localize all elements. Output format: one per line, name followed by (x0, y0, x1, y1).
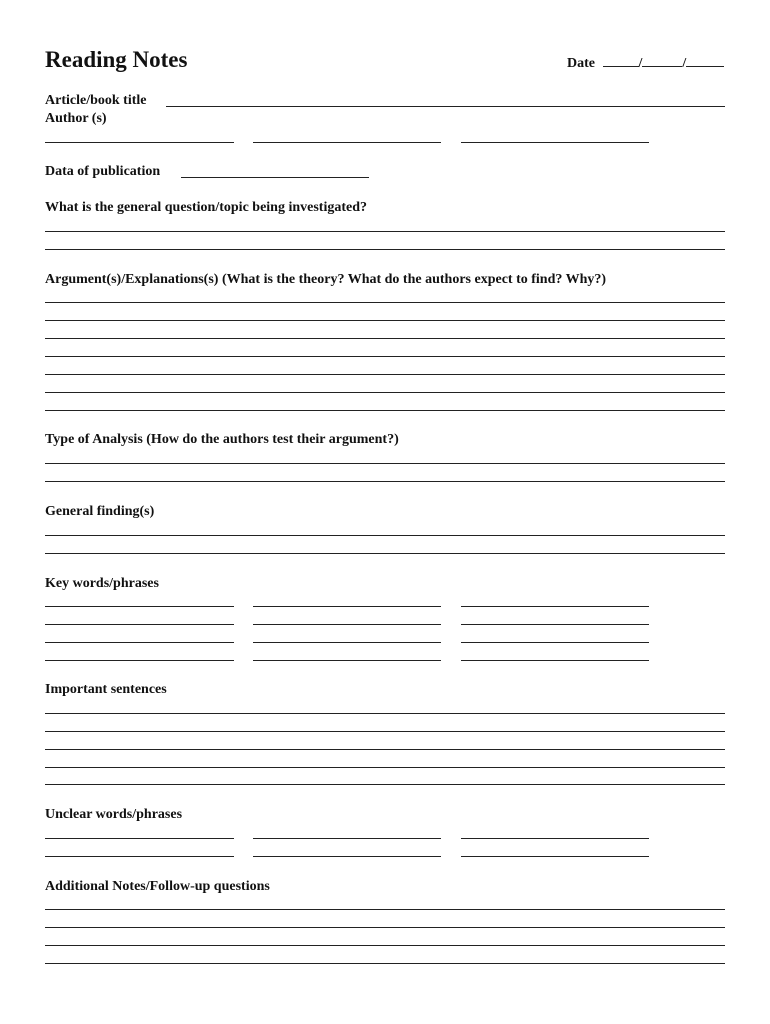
arguments-line-3[interactable] (45, 338, 725, 339)
arguments-line-7[interactable] (45, 410, 725, 411)
date-field[interactable] (567, 54, 724, 72)
key-words-line[interactable] (45, 606, 234, 607)
unclear-words-line[interactable] (45, 838, 234, 839)
important-sentences-heading: Important sentences (45, 682, 167, 697)
date-separator-1: / (638, 56, 643, 71)
key-words-line[interactable] (45, 624, 234, 625)
key-words-heading: Key words/phrases (45, 576, 159, 591)
general-question-line-1[interactable] (45, 231, 725, 232)
key-words-line[interactable] (253, 642, 441, 643)
date-label: Date (567, 56, 595, 71)
date-day-blank[interactable] (642, 54, 682, 67)
additional-notes-line-2[interactable] (45, 927, 725, 928)
key-words-line[interactable] (461, 624, 649, 625)
unclear-words-line[interactable] (253, 856, 441, 857)
date-separator-2: / (682, 56, 687, 71)
key-words-line[interactable] (461, 606, 649, 607)
unclear-words-line[interactable] (45, 856, 234, 857)
additional-notes-line-3[interactable] (45, 945, 725, 946)
additional-notes-line-1[interactable] (45, 909, 725, 910)
arguments-line-5[interactable] (45, 374, 725, 375)
findings-line-1[interactable] (45, 535, 725, 536)
date-year-blank[interactable] (686, 54, 724, 67)
publication-line[interactable] (181, 177, 369, 178)
important-sentences-line-2[interactable] (45, 731, 725, 732)
important-sentences-line-5[interactable] (45, 784, 725, 785)
general-question-line-2[interactable] (45, 249, 725, 250)
arguments-line-6[interactable] (45, 392, 725, 393)
arguments-line-2[interactable] (45, 320, 725, 321)
important-sentences-line-4[interactable] (45, 767, 725, 768)
unclear-words-line[interactable] (461, 838, 649, 839)
key-words-line[interactable] (253, 624, 441, 625)
key-words-line[interactable] (253, 660, 441, 661)
article-title-line[interactable] (166, 106, 725, 107)
publication-label: Data of publication (45, 164, 161, 179)
additional-notes-heading: Additional Notes/Follow-up questions (45, 879, 270, 894)
arguments-line-4[interactable] (45, 356, 725, 357)
findings-line-2[interactable] (45, 553, 725, 554)
author-label: Author (s) (45, 111, 107, 126)
findings-heading: General finding(s) (45, 504, 155, 519)
page-title: Reading Notes (45, 47, 188, 72)
key-words-line[interactable] (253, 606, 441, 607)
author-line-3[interactable] (461, 142, 649, 143)
key-words-line[interactable] (461, 642, 649, 643)
article-title-label: Article/book title (45, 93, 147, 108)
arguments-heading: Argument(s)/Explanations(s) (What is the theory? What do the authors expect to find? Why?) (45, 272, 607, 287)
author-line-1[interactable] (45, 142, 234, 143)
unclear-words-heading: Unclear words/phrases (45, 807, 183, 822)
date-month-blank[interactable] (603, 54, 639, 67)
key-words-line[interactable] (461, 660, 649, 661)
author-line-2[interactable] (253, 142, 441, 143)
additional-notes-line-4[interactable] (45, 963, 725, 964)
key-words-line[interactable] (45, 642, 234, 643)
important-sentences-line-1[interactable] (45, 713, 725, 714)
unclear-words-line[interactable] (253, 838, 441, 839)
important-sentences-line-3[interactable] (45, 749, 725, 750)
arguments-line-1[interactable] (45, 302, 725, 303)
analysis-line-2[interactable] (45, 481, 725, 482)
general-question-heading: What is the general question/topic being investigated? (45, 200, 368, 215)
analysis-line-1[interactable] (45, 463, 725, 464)
unclear-words-line[interactable] (461, 856, 649, 857)
analysis-heading: Type of Analysis (How do the authors test their argument?) (45, 432, 399, 447)
key-words-line[interactable] (45, 660, 234, 661)
